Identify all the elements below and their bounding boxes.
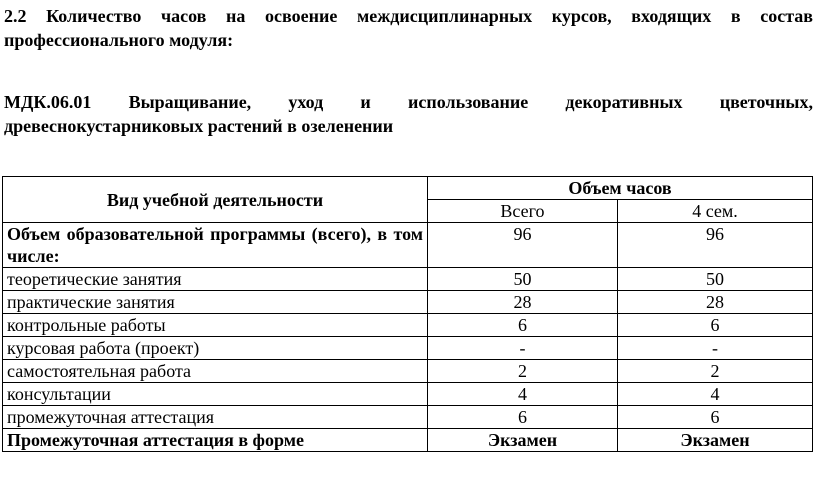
row-label: консультации — [3, 383, 428, 406]
row-semester: Экзамен — [618, 429, 813, 452]
table-row — [3, 314, 813, 337]
row-label: Объем образовательной программы (всего), в том числе: — [3, 223, 428, 268]
section-heading: 2.2 Количество часов на освоение междисциплинарных курсов, входящих в состав профессионального модуля: — [4, 6, 813, 50]
row-total: 28 — [428, 291, 618, 314]
table-row — [3, 291, 813, 314]
table-row — [3, 223, 813, 268]
table-row — [3, 360, 813, 383]
header-semester: 4 сем. — [618, 200, 813, 223]
table-row — [3, 383, 813, 406]
table-row — [3, 337, 813, 360]
header-activity: Вид учебной деятельности — [3, 177, 428, 223]
row-label: практические занятия — [3, 291, 428, 314]
row-label: самостоятельная работа — [3, 360, 428, 383]
row-label: промежуточная аттестация — [3, 406, 428, 429]
row-semester: 28 — [618, 291, 813, 314]
row-semester: 96 — [618, 223, 813, 268]
row-total: 96 — [428, 223, 618, 268]
header-volume: Объем часов — [428, 177, 813, 200]
row-total: 6 — [428, 406, 618, 429]
row-total: 6 — [428, 314, 618, 337]
row-semester: 2 — [618, 360, 813, 383]
row-semester: 4 — [618, 383, 813, 406]
row-label: контрольные работы — [3, 314, 428, 337]
row-total: Экзамен — [428, 429, 618, 452]
table-header-row — [3, 177, 813, 200]
row-label: теоретические занятия — [3, 268, 428, 291]
row-semester: 6 — [618, 314, 813, 337]
row-label: курсовая работа (проект) — [3, 337, 428, 360]
row-semester: - — [618, 337, 813, 360]
row-label: Промежуточная аттестация в форме — [3, 429, 428, 452]
row-total: 4 — [428, 383, 618, 406]
table-row — [3, 268, 813, 291]
course-heading: МДК.06.01 Выращивание, уход и использование декоративных цветочных, древеснокустарниковых растений в озеленении — [4, 92, 813, 136]
table-row — [3, 406, 813, 429]
row-total: 50 — [428, 268, 618, 291]
hours-table — [2, 176, 813, 452]
row-semester: 6 — [618, 406, 813, 429]
table-row-assessment — [3, 429, 813, 452]
row-total: - — [428, 337, 618, 360]
header-total: Всего — [428, 200, 618, 223]
row-semester: 50 — [618, 268, 813, 291]
row-total: 2 — [428, 360, 618, 383]
